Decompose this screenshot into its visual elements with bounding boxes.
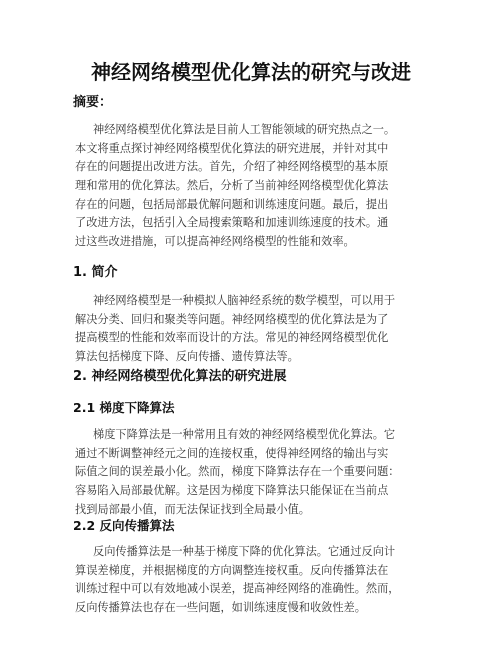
paragraph-line: 通过不断调整神经元之间的连接权重，使得神经网络的输出与实 xyxy=(75,446,389,460)
paragraph-line: 存在的问题提出改进方法。首先，介绍了神经网络模型的基本原 xyxy=(75,160,389,174)
paragraph-line: 反向传播算法是一种基于梯度下降的优化算法。它通过反向计 xyxy=(93,545,396,558)
paragraph-line: 算误差梯度，并根据梯度的方向调整连接权重。反向传播算法在 xyxy=(75,563,389,577)
paragraph-line: 神经网络模型是一种模拟人脑神经系统的数学模型，可以用于 xyxy=(93,294,396,307)
section-heading-intro: 1. 简介 xyxy=(73,265,118,280)
paragraph-line: 本文将重点探讨神经网络模型优化算法的研究进展，并针对其中 xyxy=(75,141,389,155)
paragraph-line: 容易陷入局部最优解。这是因为梯度下降算法只能保证在当前点 xyxy=(75,484,389,498)
intro-paragraph xyxy=(75,292,435,367)
paragraph-line: 过这些改进措施，可以提高神经网络模型的性能和效率。 xyxy=(75,235,355,249)
paragraph-line: 存在的问题，包括局部最优解问题和训练速度问题。最后，提出 xyxy=(75,197,389,211)
subsection-heading-backpropagation: 2.2 反向传播算法 xyxy=(73,518,175,533)
paragraph-line: 算法包括梯度下降、反向传播、遗传算法等。 xyxy=(75,350,299,364)
paragraph-line: 解决分类、回归和聚类等问题。神经网络模型的优化算法是为了 xyxy=(75,312,389,326)
paragraph-line: 找到局部最小值，而无法保证找到全局最小值。 xyxy=(75,502,310,516)
document-title: 神经网络模型优化算法的研究与改进 xyxy=(91,60,411,84)
section-heading-progress: 2. 神经网络模型优化算法的研究进展 xyxy=(73,369,287,384)
subsection-heading-gradient-descent: 2.1 梯度下降算法 xyxy=(73,400,175,415)
paragraph-line: 理和常用的优化算法。然后，分析了当前神经网络模型优化算法 xyxy=(75,179,389,193)
backpropagation-paragraph xyxy=(75,543,435,618)
paragraph-line: 反向传播算法也存在一些问题，如训练速度慢和收敛性差。 xyxy=(75,601,366,615)
paragraph-line: 提高模型的性能和效率而设计的方法。常见的神经网络模型优化 xyxy=(75,331,389,345)
paragraph-line: 训练过程中可以有效地减小误差，提高神经网络的准确性。然而， xyxy=(75,582,400,596)
paragraph-line: 际值之间的误差最小化。然而，梯度下降算法存在一个重要问题： xyxy=(75,465,400,479)
abstract-paragraph xyxy=(75,121,435,252)
paragraph-line: 神经网络模型优化算法是目前人工智能领域的研究热点之一。 xyxy=(93,123,396,136)
abstract-label: 摘要： xyxy=(73,95,113,110)
paragraph-line: 梯度下降算法是一种常用且有效的神经网络模型优化算法。它 xyxy=(93,428,396,441)
paragraph-line: 了改进方法，包括引入全局搜索策略和加速训练速度的技术。通 xyxy=(75,216,389,230)
gradient-descent-paragraph xyxy=(75,426,435,519)
